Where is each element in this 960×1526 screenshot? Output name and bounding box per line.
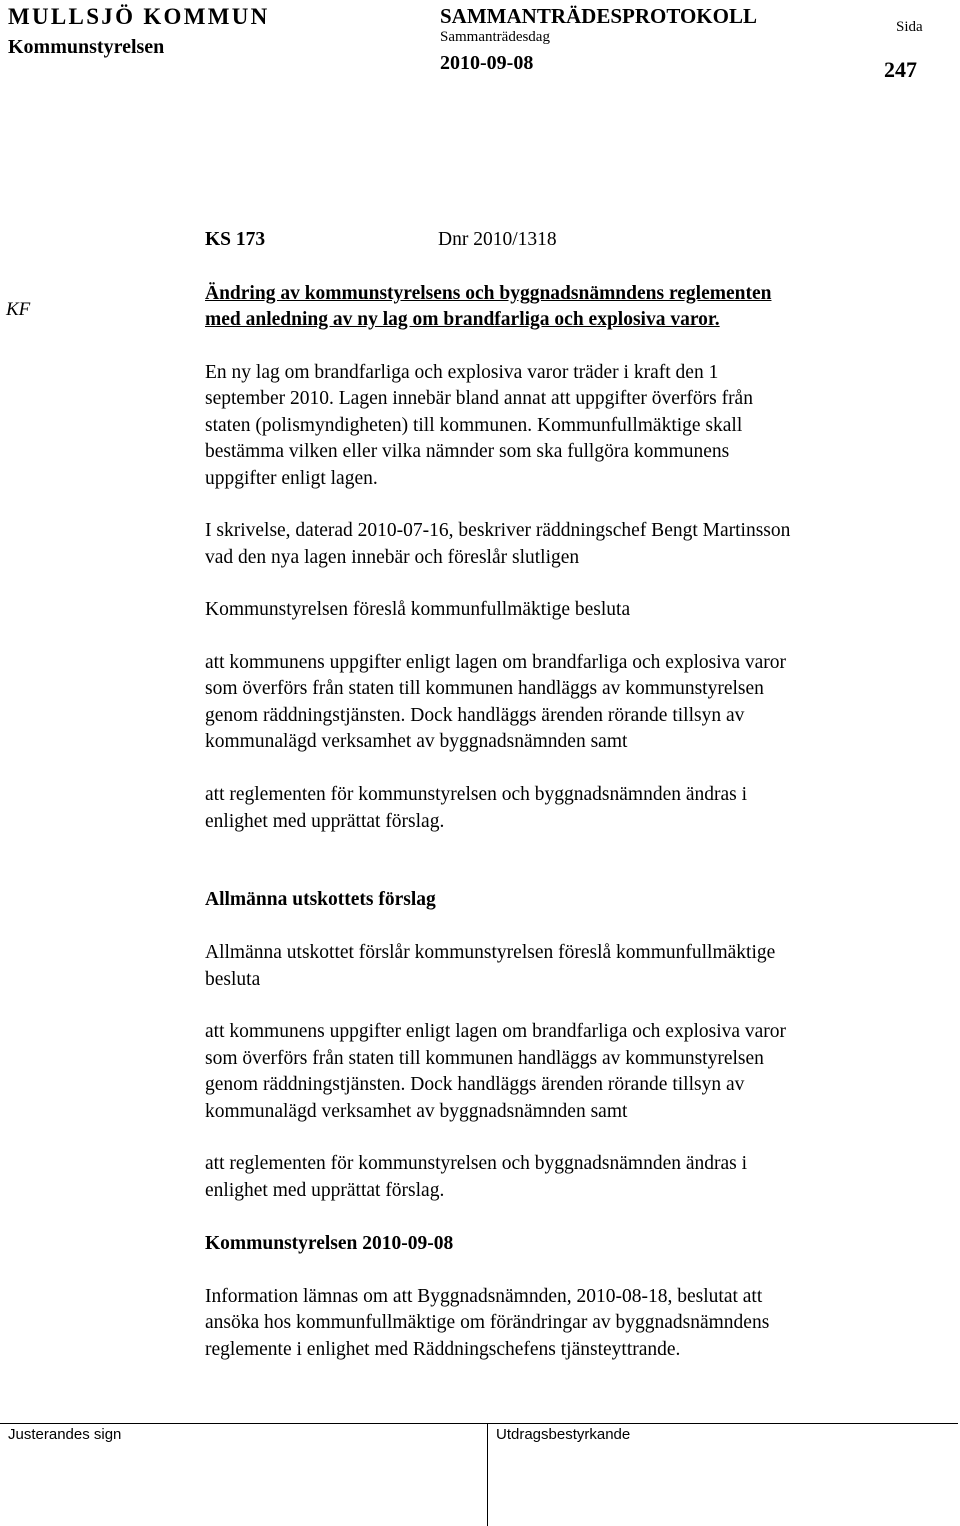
meeting-date: 2010-09-08 xyxy=(440,52,534,74)
paragraph-line: bestämma vilken eller vilka nämnder som ska fullgöra kommunens xyxy=(205,441,730,462)
proposal-intro: Kommunstyrelsen föreslå kommunfullmäktige besluta xyxy=(205,599,631,620)
paragraph-line: ansöka hos kommunfullmäktige om förändringar av byggnadsnämndens xyxy=(205,1312,770,1333)
att-clause-line: enlighet med upprättat förslag. xyxy=(205,811,445,832)
meeting-date-label: Sammanträdesdag xyxy=(440,29,550,45)
paragraph-line: Allmänna utskottet förslår kommunstyrelsen föreslå kommunfullmäktige xyxy=(205,942,776,963)
paragraph-line: En ny lag om brandfarliga och explosiva varor träder i kraft den 1 xyxy=(205,362,719,383)
paragraph-line: september 2010. Lagen innebär bland annat att uppgifter överförs från xyxy=(205,388,753,409)
kf-marker: KF xyxy=(6,299,31,320)
paragraph-line: uppgifter enligt lagen. xyxy=(205,468,378,489)
case-title-line: med anledning av ny lag om brandfarliga och explosiva varor. xyxy=(205,309,720,330)
paragraph-line: besluta xyxy=(205,969,261,990)
att-clause-line: att reglementen för kommunstyrelsen och byggnadsnämnden ändras i xyxy=(205,784,748,805)
paragraph-line: vad den nya lagen innebär och föreslår slutligen xyxy=(205,547,580,568)
case-number: KS 173 xyxy=(205,229,266,250)
att-clause-line: kommunalägd verksamhet av byggnadsnämnden samt xyxy=(205,731,628,752)
page-number: 247 xyxy=(884,57,917,82)
att-clause-line: att kommunens uppgifter enligt lagen om brandfarliga och explosiva varor xyxy=(205,1021,787,1042)
municipality-name: MULLSJÖ KOMMUN xyxy=(8,4,270,29)
board-name: Kommunstyrelsen xyxy=(8,36,165,58)
paragraph-line: I skrivelse, daterad 2010-07-16, beskriver räddningschef Bengt Martinsson xyxy=(205,520,791,541)
att-clause-line: som överförs från staten till kommunen handläggs av kommunstyrelsen xyxy=(205,1048,764,1069)
paragraph-line: Information lämnas om att Byggnadsnämnden, 2010-08-18, beslutat att xyxy=(205,1286,763,1307)
justerandes-sign-label: Justerandes sign xyxy=(8,1426,122,1443)
att-clause-line: genom räddningstjänsten. Dock handläggs ärenden rörande tillsyn av xyxy=(205,705,745,726)
protocol-title: SAMMANTRÄDESPROTOKOLL xyxy=(440,4,757,28)
footer-column-divider xyxy=(487,1423,488,1526)
att-clause-line: genom räddningstjänsten. Dock handläggs ärenden rörande tillsyn av xyxy=(205,1074,745,1095)
page-label: Sida xyxy=(896,19,923,35)
section-heading: Allmänna utskottets förslag xyxy=(205,889,436,910)
case-title-line: Ändring av kommunstyrelsens och byggnadsnämndens reglementen xyxy=(205,283,772,304)
section-heading: Kommunstyrelsen 2010-09-08 xyxy=(205,1233,454,1254)
utdragsbestyrkande-label: Utdragsbestyrkande xyxy=(496,1426,631,1443)
att-clause-line: att kommunens uppgifter enligt lagen om brandfarliga och explosiva varor xyxy=(205,652,787,673)
att-clause-line: att reglementen för kommunstyrelsen och byggnadsnämnden ändras i xyxy=(205,1153,748,1174)
paragraph-line: reglemente i enlighet med Räddningschefens tjänsteyttrande. xyxy=(205,1339,681,1360)
att-clause-line: kommunalägd verksamhet av byggnadsnämnden samt xyxy=(205,1101,628,1122)
paragraph-line: staten (polismyndigheten) till kommunen. Kommunfullmäktige skall xyxy=(205,415,743,436)
att-clause-line: som överförs från staten till kommunen handläggs av kommunstyrelsen xyxy=(205,678,764,699)
footer-divider xyxy=(0,1423,958,1424)
diary-number: Dnr 2010/1318 xyxy=(438,229,557,250)
att-clause-line: enlighet med upprättat förslag. xyxy=(205,1180,445,1201)
